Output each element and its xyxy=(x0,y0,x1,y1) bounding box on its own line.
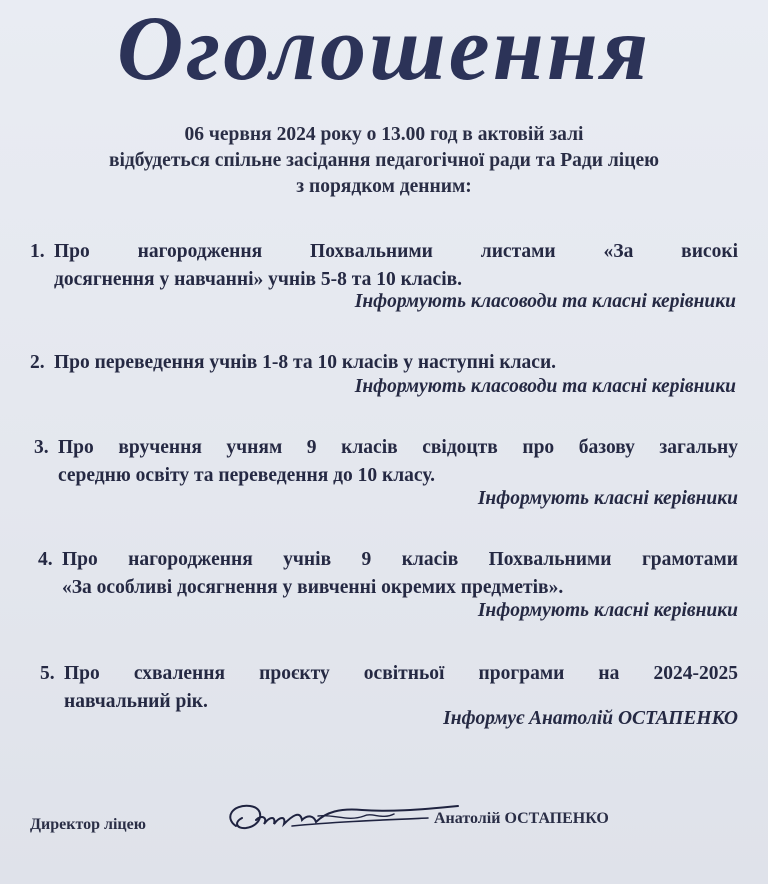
agenda-item-number: 5. xyxy=(40,663,55,684)
announcement-title: Оголошення xyxy=(116,0,652,99)
agenda-item-text: навчальний рік. xyxy=(64,691,208,712)
agenda-item-number: 1. xyxy=(30,241,45,262)
agenda-item-text: Про схвалення проєкту освітньої програми на 2024-2025 xyxy=(64,663,738,684)
agenda-item-informant: Інформують класні керівники xyxy=(477,600,738,621)
intro-date-line: 06 червня 2024 року о 13.00 год в актовій залі xyxy=(184,124,584,145)
agenda-item-number: 2. xyxy=(30,352,45,373)
agenda-item-informant: Інформують класоводи та класні керівники xyxy=(354,376,736,397)
agenda-item-informant: Інформує Анатолій ОСТАПЕНКО xyxy=(443,708,738,729)
agenda-item-informant: Інформують класоводи та класні керівники xyxy=(354,291,736,312)
agenda-item-text: «За особливі досягнення у вивченні окремих предметів». xyxy=(62,577,564,598)
agenda-item-number: 3. xyxy=(34,437,49,458)
agenda-item-2 xyxy=(30,349,738,377)
intro-meeting-line: відбудеться спільне засідання педагогічної ради та Ради ліцею xyxy=(108,150,660,171)
director-name: Анатолій ОСТАПЕНКО xyxy=(434,810,609,827)
agenda-item-text: Про переведення учнів 1-8 та 10 класів у наступні класи. xyxy=(54,352,557,373)
director-position: Директор ліцею xyxy=(30,816,146,833)
agenda-item-4 xyxy=(38,546,738,602)
agenda-item-text: Про вручення учням 9 класів свідоцтв про базову загальну xyxy=(58,437,738,458)
intro-agenda-line: з порядком денним: xyxy=(296,176,472,197)
agenda-item-1 xyxy=(30,238,738,294)
agenda-item-informant: Інформують класні керівники xyxy=(477,488,738,509)
agenda-item-text: досягнення у навчанні» учнів 5-8 та 10 класів. xyxy=(54,269,463,290)
agenda-item-number: 4. xyxy=(38,549,53,570)
agenda-item-text: Про нагородження учнів 9 класів Похвальними грамотами xyxy=(62,549,738,570)
agenda-item-text: Про нагородження Похвальними листами «За високі xyxy=(54,241,738,262)
agenda-item-3 xyxy=(34,434,738,490)
meeting-intro xyxy=(0,122,768,200)
agenda-item-text: середню освіту та переведення до 10 класу. xyxy=(58,465,436,486)
